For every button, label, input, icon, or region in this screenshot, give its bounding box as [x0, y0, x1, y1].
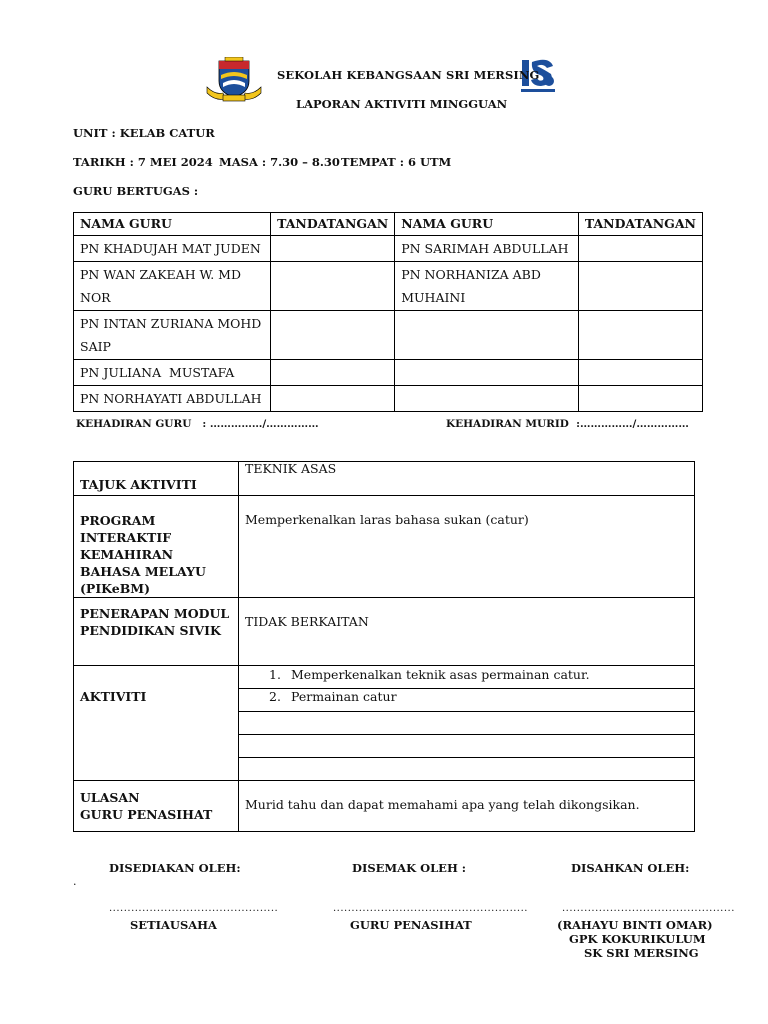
table-row: [74, 386, 703, 412]
list-item: [239, 712, 694, 735]
aktiviti-list: [239, 666, 695, 781]
table-row: [74, 598, 695, 666]
tandatangan-cell: [578, 236, 702, 262]
gpk-label: GPK KOKURIKULUM: [569, 932, 706, 946]
masa-label: MASA : 7.30 – 8.30: [219, 155, 340, 169]
kehadiran-murid: KEHADIRAN MURID :……………/……………: [446, 418, 689, 430]
list-item: 2. Permainan catur: [239, 689, 694, 712]
signature-line-1: ..............................................: [109, 903, 279, 914]
guru-bertugas-label: GURU BERTUGAS :: [73, 184, 199, 198]
header-nama-guru: NAMA GURU: [74, 213, 271, 236]
list-item: [239, 758, 694, 780]
list-item: 1. Memperkenalkan teknik asas permainan catur.: [239, 666, 694, 689]
tandatangan-cell: [578, 262, 702, 311]
unit-label: UNIT : KELAB CATUR: [73, 126, 215, 140]
header-tandatangan: TANDATANGAN: [271, 213, 395, 236]
table-row: [74, 496, 695, 598]
tandatangan-cell: [271, 262, 395, 311]
school-name: SEKOLAH KEBANGSAAN SRI MERSING: [277, 68, 540, 82]
setiausaha-label: SETIAUSAHA: [130, 918, 217, 932]
pikebm-value: Memperkenalkan laras bahasa sukan (catur): [239, 496, 695, 598]
tandatangan-cell: [578, 311, 702, 360]
table-row: [74, 236, 703, 262]
table-row: [74, 360, 703, 386]
kehadiran-guru: KEHADIRAN GURU : ……………/……………: [76, 418, 319, 430]
nama-guru-cell: PN WAN ZAKEAH W. MD NOR: [74, 262, 271, 311]
table-row: [74, 781, 695, 832]
tandatangan-cell: [271, 236, 395, 262]
tandatangan-cell: [271, 386, 395, 412]
nama-guru-cell: [395, 311, 579, 360]
tandatangan-cell: [578, 386, 702, 412]
sivik-value: TIDAK BERKAITAN: [239, 598, 695, 666]
nama-guru-cell: PN KHADUJAH MAT JUDEN: [74, 236, 271, 262]
table-row: [74, 666, 695, 781]
nama-guru-cell: PN SARIMAH ABDULLAH: [395, 236, 579, 262]
tarikh-label: TARIKH : 7 MEI 2024: [73, 155, 213, 169]
disemak-label: DISEMAK OLEH :: [352, 861, 467, 875]
activity-table: [73, 461, 695, 832]
tandatangan-cell: [271, 311, 395, 360]
guru-table-header: [74, 213, 703, 236]
nama-guru-cell: PN NORHANIZA ABD MUHAINI: [395, 262, 579, 311]
disediakan-label: DISEDIAKAN OLEH:: [109, 861, 241, 875]
tempat-label: TEMPAT : 6 UTM: [341, 155, 452, 169]
list-item: [239, 735, 694, 758]
header-tandatangan: TANDATANGAN: [578, 213, 702, 236]
nama-guru-cell: PN INTAN ZURIANA MOHD SAIP: [74, 311, 271, 360]
aktiviti-label: AKTIVITI: [74, 666, 239, 781]
report-title: LAPORAN AKTIVITI MINGGUAN: [296, 97, 508, 111]
pikebm-label: PROGRAM INTERAKTIF KEMAHIRAN BAHASA MELAYU (PIKeBM): [74, 496, 239, 598]
disahkan-label: DISAHKAN OLEH:: [571, 861, 690, 875]
stray-dot: .: [73, 875, 77, 888]
table-row: [74, 262, 703, 311]
school-crest-logo: [205, 57, 263, 103]
header-nama-guru: NAMA GURU: [395, 213, 579, 236]
ulasan-value: Murid tahu dan dapat memahami apa yang telah dikongsikan.: [239, 781, 695, 832]
nama-guru-cell: PN NORHAYATI ABDULLAH: [74, 386, 271, 412]
signature-line-3: ...............................................: [562, 903, 735, 914]
guru-table: [73, 212, 703, 412]
tandatangan-cell: [578, 360, 702, 386]
sk-label: SK SRI MERSING: [584, 946, 699, 960]
ulasan-label: ULASAN GURU PENASIHAT: [74, 781, 239, 832]
sivik-label: PENERAPAN MODUL PENDIDIKAN SIVIK: [74, 598, 239, 666]
tandatangan-cell: [271, 360, 395, 386]
nama-guru-cell: [395, 386, 579, 412]
table-row: [74, 462, 695, 496]
signature-line-2: .....................................................: [333, 903, 528, 914]
tajuk-aktiviti-label: TAJUK AKTIVITI: [74, 462, 239, 496]
rahayu-label: (RAHAYU BINTI OMAR): [557, 918, 713, 932]
tajuk-aktiviti-value: TEKNIK ASAS: [239, 462, 695, 496]
nama-guru-cell: [395, 360, 579, 386]
table-row: [74, 311, 703, 360]
nama-guru-cell: PN JULIANA MUSTAFA: [74, 360, 271, 386]
guru-penasihat-label: GURU PENASIHAT: [350, 918, 472, 932]
